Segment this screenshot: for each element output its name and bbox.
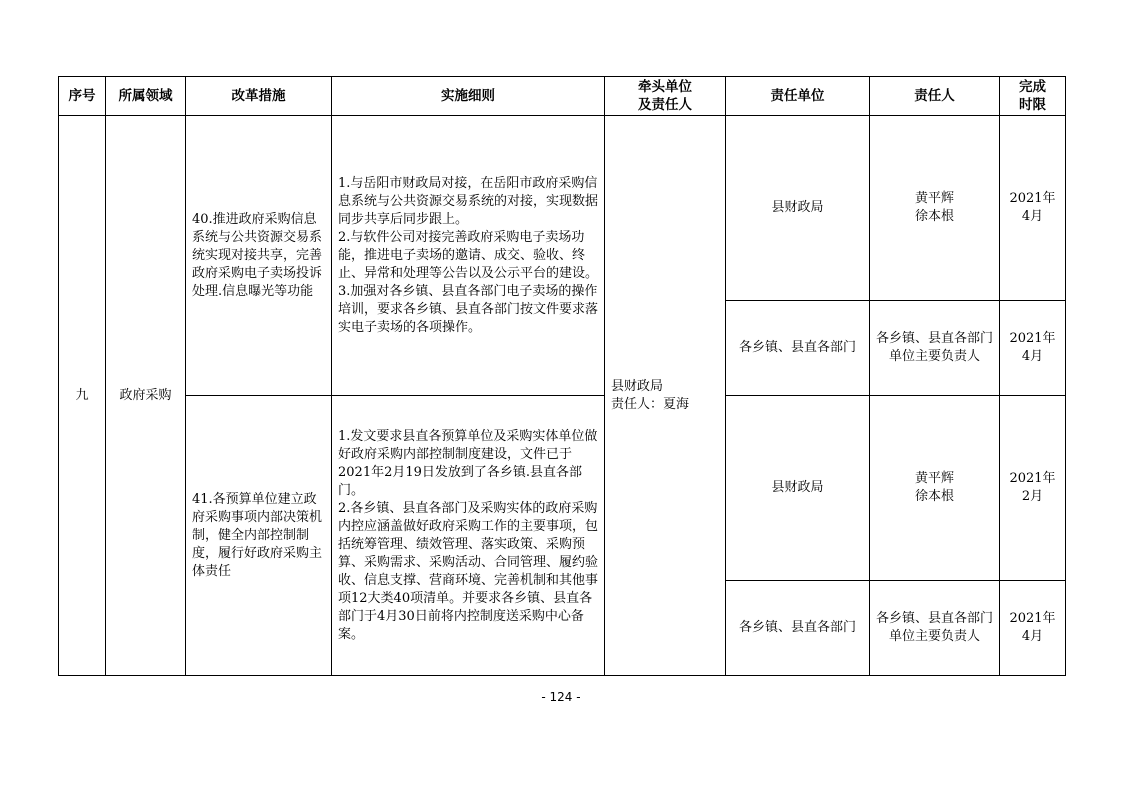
header-lead: 牵头单位 及责任人 [605, 77, 726, 116]
header-person: 责任人 [870, 77, 1000, 116]
detail-41: 1.发文要求县直各预算单位及采购实体单位做好政府采购内部控制制度建设，文件已于2021年2月19日发放到了各乡镇.县直各部门。 2.各乡镇、县直各部门及采购实体的政府采购内控应涵盖做好政府采购工作的主要事项，包括统筹管理、绩效管理、落实政策、采购预算、采购需求、采购活动、合同管理、履约验收、信息支撑、营商环境、完善机制和其他事项12大类40项清单。并要求各乡镇、县直各部门于4月30日前将内控制度送采购中心备案。 [332, 396, 605, 676]
measure-41: 41.各预算单位建立政府采购事项内部决策机制，健全内部控制制度，履行好政府采购主体责任 [186, 396, 332, 676]
responsible-person: 黄平辉 徐本根 [870, 116, 1000, 301]
deadline: 2021年 4月 [1000, 581, 1066, 676]
responsible-unit: 各乡镇、县直各部门 [726, 581, 870, 676]
section-seq: 九 [59, 116, 106, 676]
responsible-unit: 各乡镇、县直各部门 [726, 301, 870, 396]
responsible-unit: 县财政局 [726, 396, 870, 581]
header-deadline: 完成 时限 [1000, 77, 1066, 116]
detail-40: 1.与岳阳市财政局对接，在岳阳市政府采购信息系统与公共资源交易系统的对接，实现数据同步共享后同步跟上。 2.与软件公司对接完善政府采购电子卖场功能，推进电子卖场的邀请、成交、验收、终止、异常和处理等公告以及公示平台的建设。 3.加强对各乡镇、县直各部门电子卖场的操作培训，要求各乡镇、县直各部门按文件要求落实电子卖场的各项操作。 [332, 116, 605, 396]
header-unit: 责任单位 [726, 77, 870, 116]
measure-40: 40.推进政府采购信息系统与公共资源交易系统实现对接共享，完善政府采购电子卖场投诉处理.信息曝光等功能 [186, 116, 332, 396]
lead-unit: 县财政局 责任人：夏海 [605, 116, 726, 676]
table-row [59, 116, 1066, 301]
deadline: 2021年 4月 [1000, 301, 1066, 396]
table-row [59, 396, 1066, 581]
header-measure: 改革措施 [186, 77, 332, 116]
deadline: 2021年 2月 [1000, 396, 1066, 581]
reform-table [58, 76, 1066, 676]
responsible-person: 各乡镇、县直各部门单位主要负责人 [870, 581, 1000, 676]
responsible-unit: 县财政局 [726, 116, 870, 301]
header-domain: 所属领域 [106, 77, 186, 116]
header-row [59, 77, 1066, 116]
responsible-person: 各乡镇、县直各部门单位主要负责人 [870, 301, 1000, 396]
section-domain: 政府采购 [106, 116, 186, 676]
responsible-person: 黄平辉 徐本根 [870, 396, 1000, 581]
header-seq: 序号 [59, 77, 106, 116]
deadline: 2021年 4月 [1000, 116, 1066, 301]
header-detail: 实施细则 [332, 77, 605, 116]
page-number: - 124 - [541, 690, 581, 704]
